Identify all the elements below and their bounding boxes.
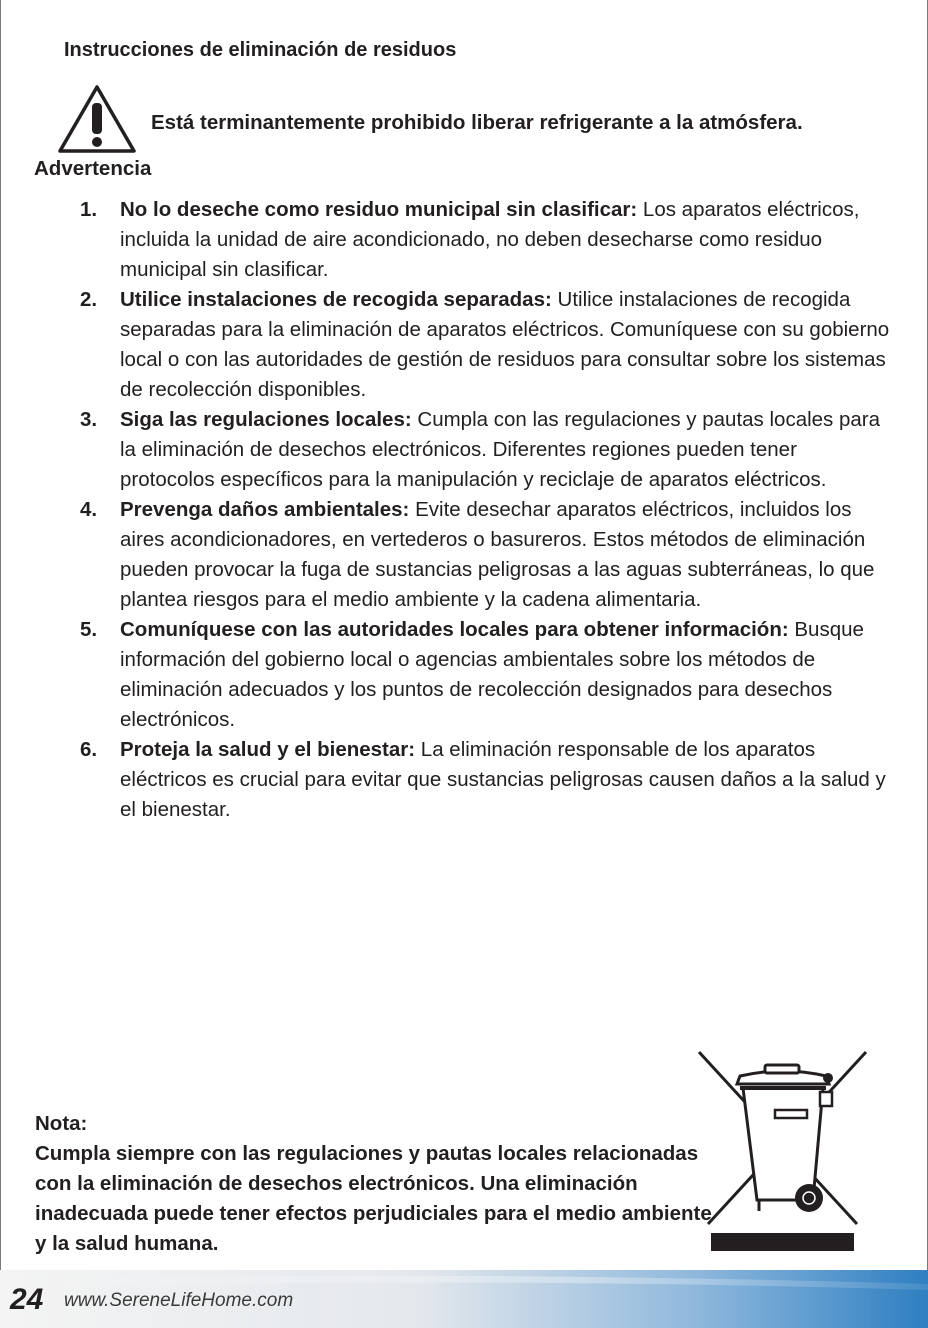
list-item [80, 405, 895, 495]
item-number: 3. [80, 408, 98, 431]
item-text: Cumpla con las regulaciones y pautas locales para la eliminación de desechos electrónicos. Diferentes regiones pueden tener protocolos específicos para la manipulación y reciclaje de aparatos eléctricos. [120, 408, 881, 491]
page-footer [0, 1270, 928, 1328]
item-title: Comuníquese con las autoridades locales para obtener información: [120, 618, 789, 641]
item-text: Evite desechar aparatos eléctricos, incluidos los aires acondicionadores, en vertederos o basureros. Estos métodos de eliminación pueden provocar la fuga de sustancias peligrosas a las aguas subterráneas, lo que plantea riesgos para el medio ambiente y la cadena alimentaria. [120, 498, 875, 611]
note-label: Nota: [35, 1112, 88, 1135]
warning-message: Está terminantemente prohibido liberar refrigerante a la atmósfera. [151, 111, 803, 134]
warning-label: Advertencia [34, 157, 152, 180]
item-title: Prevenga daños ambientales: [120, 498, 410, 521]
page-border-left [0, 0, 1, 1270]
note-text: Cumpla siempre con las regulaciones y pautas locales relacionadas con la eliminación de desechos electrónicos. Una eliminación inadecuada puede tener efectos perjudiciales para el medio ambiente y la salud humana. [35, 1142, 712, 1255]
item-number: 6. [80, 738, 98, 761]
website-url: www.SereneLifeHome.com [64, 1290, 294, 1311]
page-number: 24 [10, 1283, 44, 1316]
item-number: 5. [80, 618, 98, 641]
list-item [80, 195, 895, 285]
item-number: 2. [80, 288, 98, 311]
instruction-list [80, 195, 895, 825]
item-title: Proteja la salud y el bienestar: [120, 738, 416, 761]
item-text: La eliminación responsable de los aparatos eléctricos es crucial para evitar que sustancias peligrosas causen daños a la salud y el bienestar. [120, 738, 886, 821]
item-number: 4. [80, 498, 98, 521]
item-title: Siga las regulaciones locales: [120, 408, 412, 431]
list-item [80, 735, 895, 825]
note-block [35, 1109, 725, 1259]
item-text: Los aparatos eléctricos, incluida la unidad de aire acondicionado, no deben desecharse como residuo municipal sin clasificar. [120, 198, 860, 281]
crossed-out-wheelie-bin-icon [695, 1048, 870, 1258]
warning-triangle-icon [56, 83, 138, 155]
item-number: 1. [80, 198, 98, 221]
page-title: Instrucciones de eliminación de residuos [64, 39, 457, 61]
item-text: Utilice instalaciones de recogida separadas para la eliminación de aparatos eléctricos. Comuníquese con su gobierno local o con las autoridades de gestión de residuos para consultar sobre los sistemas de recolección disponibles. [120, 288, 890, 401]
list-item [80, 285, 895, 405]
item-text: Busque información del gobierno local o agencias ambientales sobre los métodos de eliminación adecuados y los puntos de recolección designados para desechos electrónicos. [120, 618, 864, 731]
item-title: No lo deseche como residuo municipal sin clasificar: [120, 198, 638, 221]
item-title: Utilice instalaciones de recogida separadas: [120, 288, 552, 311]
list-item [80, 495, 895, 615]
list-item [80, 615, 895, 735]
